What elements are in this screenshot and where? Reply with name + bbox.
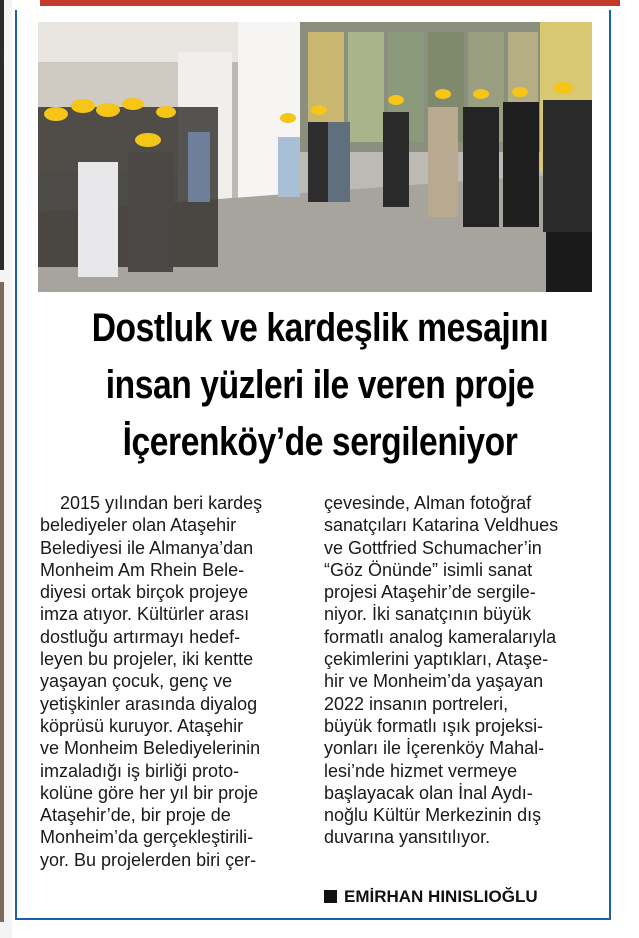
body-line: yetişkinler arasında diyalog — [40, 693, 258, 714]
body-line: duvarına yansıtılıyor. — [324, 827, 491, 848]
body-line: yor. Bu projelerden biri çer- — [40, 849, 257, 870]
body-line: kolüne göre her yıl bir proje — [40, 782, 259, 803]
body-line: Ataşehir’de, bir proje de — [40, 805, 231, 826]
headline-line: insan yüzleri ile veren proje — [105, 363, 535, 407]
headline-line: Dostluk ve kardeşlik mesajını — [91, 306, 549, 350]
top-accent-bar — [40, 0, 620, 6]
adjacent-page-strip-brown — [0, 282, 4, 922]
body-line: Belediyesi ile Almanya’dan — [40, 537, 254, 558]
body-line: lesi’nde hizmet vermeye — [324, 760, 518, 781]
adjacent-page-edge — [0, 0, 12, 938]
body-line: ve Monheim Belediyelerinin — [40, 738, 261, 759]
body-column-right — [324, 492, 589, 849]
body-line: çevesinde, Alman fotoğraf — [324, 493, 532, 513]
body-line: formatlı analog kameralarıyla — [324, 626, 557, 647]
body-line: diyesi ortak birçok projeye — [40, 582, 249, 603]
body-line: yaşayan çocuk, genç ve — [40, 671, 233, 692]
body-line: niyor. İki sanatçının büyük — [324, 604, 532, 625]
headline-line: İçerenköy’de sergileniyor — [122, 420, 518, 464]
body-line: imzaladığı iş birliği proto- — [40, 760, 240, 781]
body-line: ve Gottfried Schumacher’in — [324, 537, 542, 558]
body-column-left — [40, 492, 305, 871]
article-photo — [38, 22, 592, 292]
author-name: EMİRHAN HINISLIOĞLU — [344, 887, 538, 906]
adjacent-page-glyph: ı — [1, 48, 5, 64]
body-line: projesi Ataşehir’de sergile- — [324, 582, 536, 603]
body-line: Monheim’da gerçekleştirili- — [40, 827, 254, 848]
body-line: 2022 insanın portreleri, — [324, 693, 509, 714]
body-line: Monheim Am Rhein Bele- — [40, 559, 245, 580]
body-line: büyük formatlı ışık projeksi- — [324, 715, 544, 736]
body-line: “Göz Önünde” isimli sanat — [324, 559, 533, 580]
body-line: noğlu Kültür Merkezinin dış — [324, 805, 542, 826]
body-line: çekimlerini yaptıkları, Ataşe- — [324, 649, 549, 670]
body-line: leyen bu projeler, iki kentte — [40, 649, 254, 670]
body-line: 2015 yılından beri kardeş — [40, 493, 263, 513]
photo-illustration — [38, 22, 592, 292]
body-line: başlayacak olan İnal Aydı- — [324, 782, 533, 803]
body-line: yonları ile İçerenköy Mahal- — [324, 738, 545, 759]
headline — [76, 300, 563, 471]
article-frame-bottom — [15, 918, 611, 920]
body-line: belediyeler olan Ataşehir — [40, 515, 237, 536]
body-line: sanatçıları Katarina Veldhues — [324, 515, 559, 536]
body-line: hir ve Monheim’da yaşayan — [324, 671, 544, 692]
square-bullet-icon — [324, 890, 337, 903]
adjacent-page-strip-dark — [0, 0, 4, 270]
body-line: imza atıyor. Kültürler arası — [40, 604, 250, 625]
body-line: dostluğu artırmayı hedef- — [40, 626, 241, 647]
body-line: köprüsü kuruyor. Ataşehir — [40, 715, 244, 736]
author-byline — [324, 887, 538, 907]
